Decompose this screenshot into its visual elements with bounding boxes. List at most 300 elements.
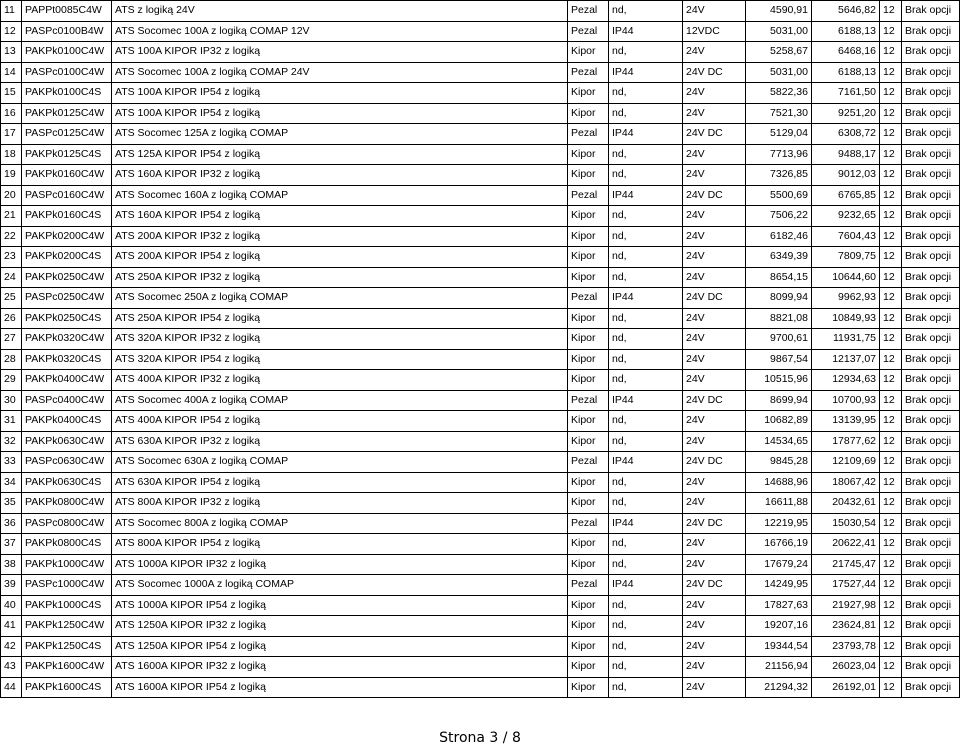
description-cell: ATS 1000A KIPOR IP32 z logiką: [112, 554, 568, 575]
manufacturer-cell: Kipor: [568, 247, 609, 268]
product-code-cell: PASPc0400C4W: [22, 390, 112, 411]
warranty-months-cell: 12: [880, 1, 902, 22]
manufacturer-cell: Kipor: [568, 226, 609, 247]
net-price-cell: 10682,89: [746, 411, 812, 432]
net-price-cell: 17679,24: [746, 554, 812, 575]
table-row: [1, 62, 960, 83]
options-cell: Brak opcji: [902, 390, 960, 411]
voltage-cell: 24V DC: [683, 513, 746, 534]
net-price-cell: 21156,94: [746, 657, 812, 678]
warranty-months-cell: 12: [880, 390, 902, 411]
row-number-cell: 28: [1, 349, 22, 370]
warranty-months-cell: 12: [880, 21, 902, 42]
ip-rating-cell: IP44: [609, 185, 683, 206]
options-cell: Brak opcji: [902, 575, 960, 596]
net-price-cell: 5500,69: [746, 185, 812, 206]
voltage-cell: 24V DC: [683, 185, 746, 206]
description-cell: ATS 100A KIPOR IP32 z logiką: [112, 42, 568, 63]
net-price-cell: 17827,63: [746, 595, 812, 616]
manufacturer-cell: Kipor: [568, 83, 609, 104]
gross-price-cell: 20432,61: [812, 493, 880, 514]
ip-rating-cell: nd,: [609, 267, 683, 288]
ip-rating-cell: nd,: [609, 493, 683, 514]
description-cell: ATS 200A KIPOR IP32 z logiką: [112, 226, 568, 247]
gross-price-cell: 7161,50: [812, 83, 880, 104]
gross-price-cell: 21745,47: [812, 554, 880, 575]
product-code-cell: PAKPk0200C4S: [22, 247, 112, 268]
row-number-cell: 27: [1, 329, 22, 350]
manufacturer-cell: Kipor: [568, 42, 609, 63]
warranty-months-cell: 12: [880, 62, 902, 83]
table-row: [1, 534, 960, 555]
net-price-cell: 6349,39: [746, 247, 812, 268]
net-price-cell: 7506,22: [746, 206, 812, 227]
description-cell: ATS Socomec 1000A z logiką COMAP: [112, 575, 568, 596]
table-row: [1, 411, 960, 432]
options-cell: Brak opcji: [902, 247, 960, 268]
product-code-cell: PAKPk1250C4S: [22, 636, 112, 657]
voltage-cell: 24V: [683, 636, 746, 657]
product-code-cell: PAKPk0125C4S: [22, 144, 112, 165]
net-price-cell: 19344,54: [746, 636, 812, 657]
table-row: [1, 595, 960, 616]
gross-price-cell: 7809,75: [812, 247, 880, 268]
table-row: [1, 267, 960, 288]
gross-price-cell: 11931,75: [812, 329, 880, 350]
ip-rating-cell: nd,: [609, 1, 683, 22]
voltage-cell: 24V: [683, 534, 746, 555]
ip-rating-cell: nd,: [609, 144, 683, 165]
gross-price-cell: 12109,69: [812, 452, 880, 473]
table-row: [1, 288, 960, 309]
warranty-months-cell: 12: [880, 144, 902, 165]
table-row: [1, 226, 960, 247]
row-number-cell: 31: [1, 411, 22, 432]
manufacturer-cell: Kipor: [568, 165, 609, 186]
product-code-cell: PAKPk1250C4W: [22, 616, 112, 637]
gross-price-cell: 6188,13: [812, 62, 880, 83]
product-code-cell: PAKPk1000C4W: [22, 554, 112, 575]
net-price-cell: 7521,30: [746, 103, 812, 124]
options-cell: Brak opcji: [902, 83, 960, 104]
description-cell: ATS 320A KIPOR IP32 z logiką: [112, 329, 568, 350]
options-cell: Brak opcji: [902, 308, 960, 329]
row-number-cell: 40: [1, 595, 22, 616]
description-cell: ATS 160A KIPOR IP32 z logiką: [112, 165, 568, 186]
voltage-cell: 24V: [683, 431, 746, 452]
table-row: [1, 657, 960, 678]
description-cell: ATS Socomec 100A z logiką COMAP 24V: [112, 62, 568, 83]
gross-price-cell: 10644,60: [812, 267, 880, 288]
table-row: [1, 308, 960, 329]
options-cell: Brak opcji: [902, 124, 960, 145]
gross-price-cell: 10700,93: [812, 390, 880, 411]
table-row: [1, 1, 960, 22]
manufacturer-cell: Kipor: [568, 616, 609, 637]
product-code-cell: PAKPk0630C4S: [22, 472, 112, 493]
product-code-cell: PAKPk1600C4W: [22, 657, 112, 678]
warranty-months-cell: 12: [880, 83, 902, 104]
voltage-cell: 24V: [683, 226, 746, 247]
product-code-cell: PASPc0630C4W: [22, 452, 112, 473]
product-code-cell: PAKPk0250C4W: [22, 267, 112, 288]
gross-price-cell: 26192,01: [812, 677, 880, 698]
row-number-cell: 43: [1, 657, 22, 678]
manufacturer-cell: Kipor: [568, 267, 609, 288]
description-cell: ATS 1250A KIPOR IP32 z logiką: [112, 616, 568, 637]
net-price-cell: 14688,96: [746, 472, 812, 493]
voltage-cell: 24V DC: [683, 124, 746, 145]
options-cell: Brak opcji: [902, 103, 960, 124]
description-cell: ATS 630A KIPOR IP54 z logiką: [112, 472, 568, 493]
voltage-cell: 24V: [683, 616, 746, 637]
voltage-cell: 24V: [683, 165, 746, 186]
net-price-cell: 5031,00: [746, 62, 812, 83]
row-number-cell: 23: [1, 247, 22, 268]
product-code-cell: PAKPk0800C4S: [22, 534, 112, 555]
voltage-cell: 24V: [683, 308, 746, 329]
gross-price-cell: 5646,82: [812, 1, 880, 22]
options-cell: Brak opcji: [902, 21, 960, 42]
warranty-months-cell: 12: [880, 534, 902, 555]
warranty-months-cell: 12: [880, 452, 902, 473]
net-price-cell: 14534,65: [746, 431, 812, 452]
voltage-cell: 24V: [683, 493, 746, 514]
voltage-cell: 24V: [683, 349, 746, 370]
description-cell: ATS Socomec 400A z logiką COMAP: [112, 390, 568, 411]
manufacturer-cell: Pezal: [568, 288, 609, 309]
gross-price-cell: 21927,98: [812, 595, 880, 616]
voltage-cell: 24V: [683, 595, 746, 616]
row-number-cell: 36: [1, 513, 22, 534]
ip-rating-cell: IP44: [609, 390, 683, 411]
description-cell: ATS 1600A KIPOR IP54 z logiką: [112, 677, 568, 698]
page-number: Strona 3 / 8: [439, 730, 521, 746]
options-cell: Brak opcji: [902, 513, 960, 534]
manufacturer-cell: Pezal: [568, 185, 609, 206]
manufacturer-cell: Pezal: [568, 452, 609, 473]
ip-rating-cell: nd,: [609, 657, 683, 678]
product-code-cell: PAKPk0200C4W: [22, 226, 112, 247]
warranty-months-cell: 12: [880, 42, 902, 63]
net-price-cell: 5129,04: [746, 124, 812, 145]
voltage-cell: 24V: [683, 554, 746, 575]
warranty-months-cell: 12: [880, 657, 902, 678]
options-cell: Brak opcji: [902, 677, 960, 698]
row-number-cell: 14: [1, 62, 22, 83]
warranty-months-cell: 12: [880, 472, 902, 493]
warranty-months-cell: 12: [880, 575, 902, 596]
voltage-cell: 24V: [683, 83, 746, 104]
manufacturer-cell: Kipor: [568, 349, 609, 370]
warranty-months-cell: 12: [880, 206, 902, 227]
ip-rating-cell: IP44: [609, 288, 683, 309]
options-cell: Brak opcji: [902, 636, 960, 657]
net-price-cell: 14249,95: [746, 575, 812, 596]
gross-price-cell: 10849,93: [812, 308, 880, 329]
ip-rating-cell: nd,: [609, 329, 683, 350]
manufacturer-cell: Kipor: [568, 677, 609, 698]
voltage-cell: 24V: [683, 144, 746, 165]
description-cell: ATS Socomec 160A z logiką COMAP: [112, 185, 568, 206]
row-number-cell: 44: [1, 677, 22, 698]
net-price-cell: 9700,61: [746, 329, 812, 350]
ip-rating-cell: nd,: [609, 431, 683, 452]
row-number-cell: 32: [1, 431, 22, 452]
table-body: [1, 1, 960, 698]
ip-rating-cell: IP44: [609, 513, 683, 534]
voltage-cell: 24V DC: [683, 62, 746, 83]
description-cell: ATS Socomec 630A z logiką COMAP: [112, 452, 568, 473]
options-cell: Brak opcji: [902, 226, 960, 247]
options-cell: Brak opcji: [902, 1, 960, 22]
row-number-cell: 35: [1, 493, 22, 514]
table-row: [1, 452, 960, 473]
warranty-months-cell: 12: [880, 370, 902, 391]
options-cell: Brak opcji: [902, 534, 960, 555]
ip-rating-cell: IP44: [609, 575, 683, 596]
net-price-cell: 8654,15: [746, 267, 812, 288]
net-price-cell: 19207,16: [746, 616, 812, 637]
warranty-months-cell: 12: [880, 636, 902, 657]
description-cell: ATS z logiką 24V: [112, 1, 568, 22]
product-code-cell: PASPc1000C4W: [22, 575, 112, 596]
product-code-cell: PAKPk0400C4S: [22, 411, 112, 432]
voltage-cell: 24V: [683, 247, 746, 268]
manufacturer-cell: Kipor: [568, 595, 609, 616]
description-cell: ATS 320A KIPOR IP54 z logiką: [112, 349, 568, 370]
description-cell: ATS 400A KIPOR IP32 z logiką: [112, 370, 568, 391]
warranty-months-cell: 12: [880, 411, 902, 432]
gross-price-cell: 12137,07: [812, 349, 880, 370]
gross-price-cell: 6308,72: [812, 124, 880, 145]
manufacturer-cell: Kipor: [568, 431, 609, 452]
gross-price-cell: 9962,93: [812, 288, 880, 309]
warranty-months-cell: 12: [880, 288, 902, 309]
voltage-cell: 24V: [683, 267, 746, 288]
product-code-cell: PASPc0125C4W: [22, 124, 112, 145]
gross-price-cell: 13139,95: [812, 411, 880, 432]
description-cell: ATS 100A KIPOR IP54 z logiką: [112, 83, 568, 104]
options-cell: Brak opcji: [902, 288, 960, 309]
ip-rating-cell: nd,: [609, 247, 683, 268]
manufacturer-cell: Pezal: [568, 1, 609, 22]
table-row: [1, 390, 960, 411]
manufacturer-cell: Kipor: [568, 657, 609, 678]
row-number-cell: 37: [1, 534, 22, 555]
row-number-cell: 38: [1, 554, 22, 575]
description-cell: ATS 250A KIPOR IP54 z logiką: [112, 308, 568, 329]
net-price-cell: 5258,67: [746, 42, 812, 63]
options-cell: Brak opcji: [902, 349, 960, 370]
options-cell: Brak opcji: [902, 595, 960, 616]
voltage-cell: 24V: [683, 42, 746, 63]
warranty-months-cell: 12: [880, 616, 902, 637]
product-code-cell: PASPc0100C4W: [22, 62, 112, 83]
description-cell: ATS Socomec 125A z logiką COMAP: [112, 124, 568, 145]
row-number-cell: 41: [1, 616, 22, 637]
voltage-cell: 24V DC: [683, 288, 746, 309]
gross-price-cell: 6468,16: [812, 42, 880, 63]
product-code-cell: PAKPk0800C4W: [22, 493, 112, 514]
ip-rating-cell: nd,: [609, 616, 683, 637]
options-cell: Brak opcji: [902, 616, 960, 637]
net-price-cell: 8099,94: [746, 288, 812, 309]
manufacturer-cell: Kipor: [568, 534, 609, 555]
table-row: [1, 349, 960, 370]
row-number-cell: 25: [1, 288, 22, 309]
gross-price-cell: 23793,78: [812, 636, 880, 657]
description-cell: ATS 250A KIPOR IP32 z logiką: [112, 267, 568, 288]
product-code-cell: PAKPk0320C4W: [22, 329, 112, 350]
net-price-cell: 7326,85: [746, 165, 812, 186]
row-number-cell: 33: [1, 452, 22, 473]
net-price-cell: 9845,28: [746, 452, 812, 473]
ip-rating-cell: nd,: [609, 103, 683, 124]
row-number-cell: 20: [1, 185, 22, 206]
table-row: [1, 513, 960, 534]
product-code-cell: PAKPk1600C4S: [22, 677, 112, 698]
description-cell: ATS 800A KIPOR IP54 z logiką: [112, 534, 568, 555]
gross-price-cell: 7604,43: [812, 226, 880, 247]
table-row: [1, 431, 960, 452]
manufacturer-cell: Pezal: [568, 124, 609, 145]
options-cell: Brak opcji: [902, 165, 960, 186]
description-cell: ATS Socomec 800A z logiką COMAP: [112, 513, 568, 534]
gross-price-cell: 6765,85: [812, 185, 880, 206]
row-number-cell: 22: [1, 226, 22, 247]
table-row: [1, 493, 960, 514]
options-cell: Brak opcji: [902, 267, 960, 288]
options-cell: Brak opcji: [902, 411, 960, 432]
ip-rating-cell: nd,: [609, 83, 683, 104]
product-code-cell: PASPc0800C4W: [22, 513, 112, 534]
warranty-months-cell: 12: [880, 308, 902, 329]
ip-rating-cell: nd,: [609, 534, 683, 555]
row-number-cell: 13: [1, 42, 22, 63]
manufacturer-cell: Pezal: [568, 390, 609, 411]
options-cell: Brak opcji: [902, 329, 960, 350]
voltage-cell: 24V DC: [683, 575, 746, 596]
options-cell: Brak opcji: [902, 452, 960, 473]
table-row: [1, 636, 960, 657]
voltage-cell: 24V: [683, 657, 746, 678]
warranty-months-cell: 12: [880, 431, 902, 452]
gross-price-cell: 17527,44: [812, 575, 880, 596]
gross-price-cell: 26023,04: [812, 657, 880, 678]
table-row: [1, 575, 960, 596]
table-row: [1, 370, 960, 391]
net-price-cell: 10515,96: [746, 370, 812, 391]
ip-rating-cell: IP44: [609, 452, 683, 473]
gross-price-cell: 6188,13: [812, 21, 880, 42]
voltage-cell: 24V: [683, 411, 746, 432]
manufacturer-cell: Kipor: [568, 370, 609, 391]
ip-rating-cell: nd,: [609, 226, 683, 247]
net-price-cell: 8821,08: [746, 308, 812, 329]
description-cell: ATS 1600A KIPOR IP32 z logiką: [112, 657, 568, 678]
manufacturer-cell: Kipor: [568, 206, 609, 227]
product-code-cell: PAKPk0160C4W: [22, 165, 112, 186]
warranty-months-cell: 12: [880, 677, 902, 698]
options-cell: Brak opcji: [902, 493, 960, 514]
warranty-months-cell: 12: [880, 513, 902, 534]
options-cell: Brak opcji: [902, 657, 960, 678]
table-row: [1, 677, 960, 698]
manufacturer-cell: Pezal: [568, 21, 609, 42]
options-cell: Brak opcji: [902, 185, 960, 206]
warranty-months-cell: 12: [880, 185, 902, 206]
options-cell: Brak opcji: [902, 206, 960, 227]
warranty-months-cell: 12: [880, 165, 902, 186]
description-cell: ATS 160A KIPOR IP54 z logiką: [112, 206, 568, 227]
gross-price-cell: 9012,03: [812, 165, 880, 186]
net-price-cell: 8699,94: [746, 390, 812, 411]
manufacturer-cell: Kipor: [568, 308, 609, 329]
options-cell: Brak opcji: [902, 472, 960, 493]
warranty-months-cell: 12: [880, 267, 902, 288]
manufacturer-cell: Kipor: [568, 411, 609, 432]
net-price-cell: 4590,91: [746, 1, 812, 22]
product-code-cell: PAKPk0100C4W: [22, 42, 112, 63]
ip-rating-cell: nd,: [609, 554, 683, 575]
options-cell: Brak opcji: [902, 370, 960, 391]
net-price-cell: 9867,54: [746, 349, 812, 370]
manufacturer-cell: Pezal: [568, 62, 609, 83]
gross-price-cell: 12934,63: [812, 370, 880, 391]
manufacturer-cell: Kipor: [568, 144, 609, 165]
options-cell: Brak opcji: [902, 42, 960, 63]
row-number-cell: 24: [1, 267, 22, 288]
warranty-months-cell: 12: [880, 595, 902, 616]
gross-price-cell: 9251,20: [812, 103, 880, 124]
description-cell: ATS Socomec 250A z logiką COMAP: [112, 288, 568, 309]
voltage-cell: 24V DC: [683, 390, 746, 411]
row-number-cell: 19: [1, 165, 22, 186]
row-number-cell: 12: [1, 21, 22, 42]
warranty-months-cell: 12: [880, 124, 902, 145]
table-row: [1, 21, 960, 42]
gross-price-cell: 9488,17: [812, 144, 880, 165]
warranty-months-cell: 12: [880, 226, 902, 247]
ip-rating-cell: nd,: [609, 411, 683, 432]
row-number-cell: 18: [1, 144, 22, 165]
table-row: [1, 83, 960, 104]
product-code-cell: PAKPk0125C4W: [22, 103, 112, 124]
row-number-cell: 26: [1, 308, 22, 329]
ip-rating-cell: nd,: [609, 308, 683, 329]
row-number-cell: 16: [1, 103, 22, 124]
description-cell: ATS Socomec 100A z logiką COMAP 12V: [112, 21, 568, 42]
description-cell: ATS 800A KIPOR IP32 z logiką: [112, 493, 568, 514]
table-row: [1, 206, 960, 227]
warranty-months-cell: 12: [880, 349, 902, 370]
options-cell: Brak opcji: [902, 62, 960, 83]
manufacturer-cell: Kipor: [568, 636, 609, 657]
row-number-cell: 39: [1, 575, 22, 596]
description-cell: ATS 630A KIPOR IP32 z logiką: [112, 431, 568, 452]
net-price-cell: 16766,19: [746, 534, 812, 555]
net-price-cell: 21294,32: [746, 677, 812, 698]
voltage-cell: 24V: [683, 329, 746, 350]
table-row: [1, 165, 960, 186]
voltage-cell: 24V: [683, 677, 746, 698]
net-price-cell: 7713,96: [746, 144, 812, 165]
voltage-cell: 24V: [683, 472, 746, 493]
ip-rating-cell: IP44: [609, 62, 683, 83]
table-row: [1, 144, 960, 165]
net-price-cell: 16611,88: [746, 493, 812, 514]
